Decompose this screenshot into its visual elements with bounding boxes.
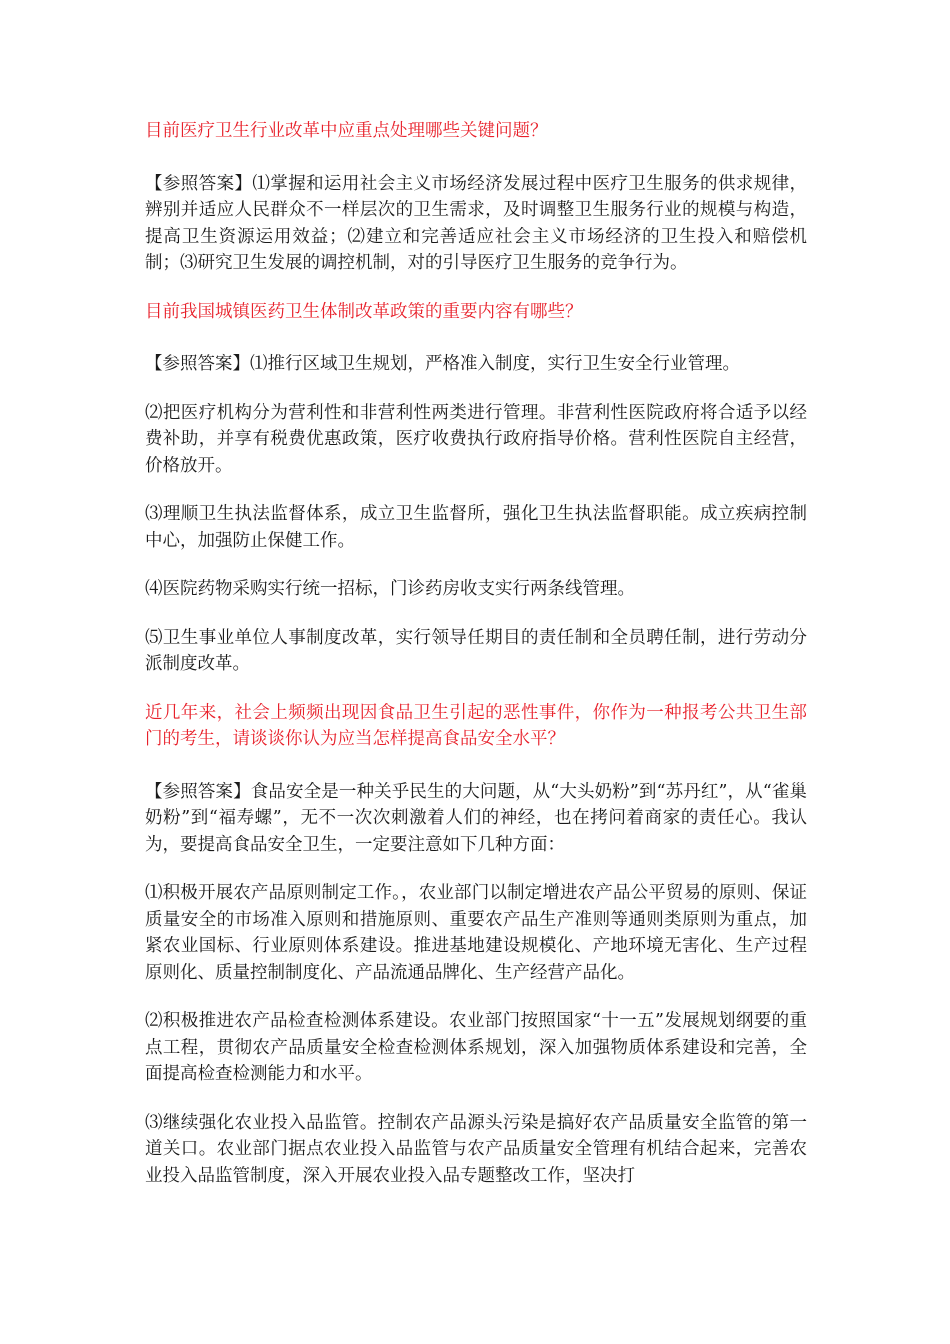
answer-paragraph: ⑵把医疗机构分为营利性和非营利性两类进行管理。非营利性医院政府将合适予以经费补助，并享有税费优惠政策，医疗收费执行政府指导价格。营利性医院自主经营，价格放开。 <box>145 402 807 476</box>
answer-paragraph: ⑵积极推进农产品检查检测体系建设。农业部门按照国家“十一五”发展规划纲要的重点工程，贯彻农产品质量安全检查检测体系规划，深入加强物质体系建设和完善，全面提高检查检测能力和水平。 <box>145 1011 807 1084</box>
answer-paragraph: ⑷医院药物采购实行统一招标，门诊药房收支实行两条线管理。 <box>145 579 635 599</box>
answer-paragraph: ⑶理顺卫生执法监督体系，成立卫生监督所，强化卫生执法监督职能。成立疾病控制中心，加强防止保健工作。 <box>145 504 807 551</box>
answer-paragraph: ⑶继续强化农业投入品监管。控制农产品源头污染是搞好农产品质量安全监管的第一道关口。农业部门据点农业投入品监管与农产品质量安全管理有机结合起来，完善农业投入品监管制度，深入开展农业投入品专题整改工作，坚决打 <box>145 1112 807 1186</box>
question-heading-2: 目前我国城镇医药卫生体制改革政策的重要内容有哪些？ <box>145 301 583 322</box>
answer-paragraph: 【参照答案】食品安全是一种关乎民生的大问题，从“大头奶粉”到“苏丹红”，从“雀巢奶粉”到“福寿螺”，无不一次次刺激着人们的神经，也在拷问着商家的责任心。我认为，要提高食品安全卫生，一定要注意如下几种方面： <box>145 781 807 855</box>
document-page <box>145 118 807 1189</box>
answer-paragraph: ⑸卫生事业单位人事制度改革，实行领导任期目的责任制和全员聘任制，进行劳动分派制度改革。 <box>145 627 807 674</box>
question-heading-3: 近几年来，社会上频频出现因食品卫生引起的恶性事件，你作为一种报考公共卫生部门的考生，请谈谈你认为应当怎样提高食品安全水平？ <box>145 702 807 749</box>
answer-paragraph: ⑴积极开展农产品原则制定工作。，农业部门以制定增进农产品公平贸易的原则、保证质量安全的市场准入原则和措施原则、重要农产品生产准则等通则类原则为重点，加紧农业国标、行业原则体系建设。推进基地建设规模化、产地环境无害化、生产过程原则化、质量控制制度化、产品流通品牌化、生产经营产品化。 <box>145 883 807 983</box>
answer-paragraph: 【参照答案】⑴掌握和运用社会主义市场经济发展过程中医疗卫生服务的供求规律，辨别并适应人民群众不一样层次的卫生需求，及时调整卫生服务行业的规模与构造，提高卫生资源运用效益；⑵建立和完善适应社会主义市场经济的卫生投入和赔偿机制；⑶研究卫生发展的调控机制，对的引导医疗卫生服务的竞争行为。 <box>145 173 807 273</box>
question-heading-1: 目前医疗卫生行业改革中应重点处理哪些关键问题？ <box>145 121 548 141</box>
answer-paragraph: 【参照答案】⑴推行区域卫生规划，严格准入制度，实行卫生安全行业管理。 <box>145 354 740 374</box>
